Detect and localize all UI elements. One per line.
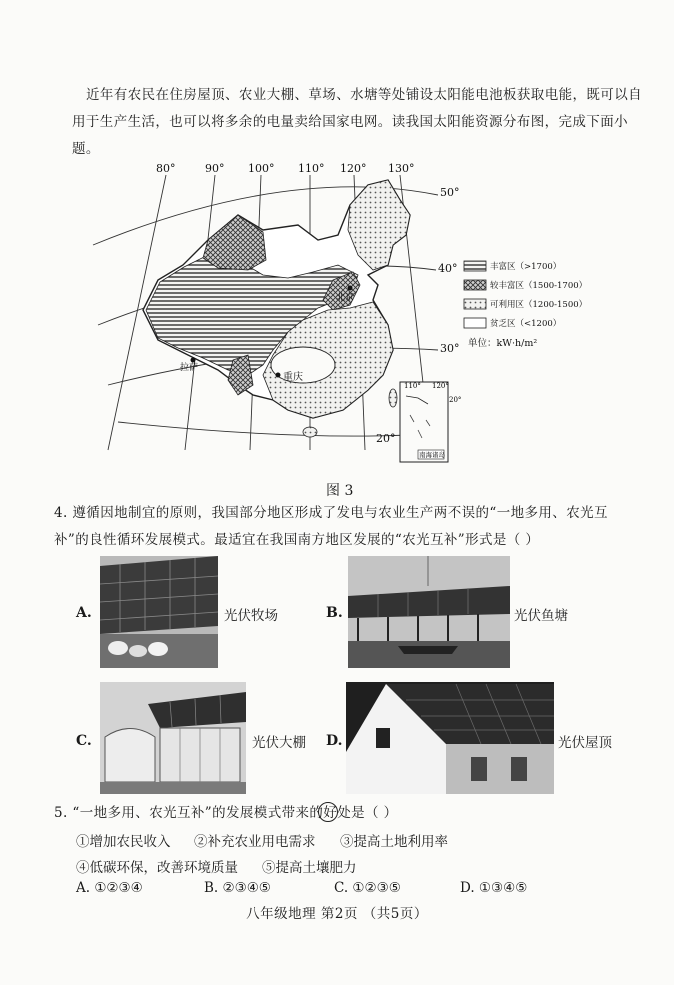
inset-caption: 南海诸岛 bbox=[419, 451, 445, 459]
figure-caption: 图 3 bbox=[326, 483, 354, 499]
map-legend bbox=[464, 261, 587, 349]
city-dot-lhasa bbox=[191, 358, 196, 363]
city-dot-chongqing bbox=[276, 373, 281, 378]
statement-5: ⑤提高土壤肥力 bbox=[262, 860, 357, 876]
statement-2: ②补充农业用电需求 bbox=[194, 834, 316, 850]
city-lhasa: 拉萨 bbox=[180, 363, 199, 373]
option-c-letter: C. bbox=[76, 733, 92, 749]
legend-rich: 较丰富区（1500-1700） bbox=[490, 281, 588, 291]
lon-80: 80° bbox=[156, 162, 176, 175]
legend-abundant: 丰富区（>1700） bbox=[490, 262, 562, 272]
south-sea-inset bbox=[400, 382, 461, 462]
lat-30: 30° bbox=[440, 342, 460, 355]
lat-20: 20° bbox=[376, 432, 396, 445]
option-a-letter: A. bbox=[76, 605, 92, 621]
lon-90: 90° bbox=[205, 162, 225, 175]
inset-lon-110: 110° bbox=[404, 382, 421, 390]
option-d-letter: D. bbox=[326, 733, 343, 749]
solar-pasture-photo bbox=[100, 556, 218, 668]
option-a-label: 光伏牧场 bbox=[224, 608, 278, 624]
statement-3: ③提高土地利用率 bbox=[340, 834, 448, 850]
inset-lon-120: 120° bbox=[432, 382, 449, 390]
region-rich-north bbox=[203, 215, 266, 270]
handwritten-circle-mark bbox=[318, 802, 338, 822]
choice-c: C. ①②③⑤ bbox=[334, 880, 401, 896]
statement-4: ④低碳环保，改善环境质量 bbox=[76, 860, 238, 876]
intro-paragraph: 近年有农民在住房屋顶、农业大棚、草场、水塘等处铺设太阳能电池板获取电能，既可以自用于生产生活，也可以将多余的电量卖给国家电网。读我国太阳能资源分布图，完成下面小题。 bbox=[72, 87, 642, 157]
solar-greenhouse-photo bbox=[100, 682, 246, 794]
choice-b: B. ②③④⑤ bbox=[204, 880, 271, 896]
lon-130: 130° bbox=[388, 162, 415, 175]
question-4-text: 遵循因地制宜的原则，我国部分地区形成了发电与农业生产两不误的“一地多用、农光互补”的良性循环发展模式。最适宜在我国南方地区发展的“农光互补”形式是（ ） bbox=[54, 505, 608, 548]
hainan-island bbox=[303, 427, 317, 437]
inset-lat-20: 20° bbox=[449, 396, 462, 404]
city-dot-beijing bbox=[348, 286, 353, 291]
question-4-number: 4. bbox=[54, 505, 68, 521]
solar-roof-photo bbox=[346, 682, 554, 794]
lat-40: 40° bbox=[438, 262, 458, 275]
option-d-label: 光伏屋顶 bbox=[558, 735, 612, 751]
lon-110: 110° bbox=[298, 162, 325, 175]
legend-poor: 贫乏区（<1200） bbox=[490, 319, 562, 329]
option-b-label: 光伏鱼塘 bbox=[514, 608, 568, 624]
taiwan-island bbox=[389, 389, 397, 407]
city-chongqing: 重庆 bbox=[283, 372, 303, 383]
choice-a: A. ①②③④ bbox=[76, 880, 143, 896]
choice-d: D. ①③④⑤ bbox=[460, 880, 528, 896]
legend-unit: 单位：kW·h/m² bbox=[468, 338, 538, 349]
question-5-number: 5. bbox=[54, 805, 68, 821]
solar-resource-map bbox=[88, 160, 588, 470]
region-poor bbox=[271, 347, 335, 383]
lon-100: 100° bbox=[248, 162, 275, 175]
lon-120: 120° bbox=[340, 162, 367, 175]
option-c-label: 光伏大棚 bbox=[252, 735, 306, 751]
option-b-letter: B. bbox=[326, 605, 343, 621]
city-beijing: 北京 bbox=[336, 293, 355, 303]
question-5-text: “一地多用、农光互补”的发展模式带来的好处是（ ） bbox=[72, 805, 398, 821]
page-footer: 八年级地理 第2页 （共5页） bbox=[246, 906, 428, 922]
statement-1: ①增加农民收入 bbox=[76, 834, 171, 850]
lat-50: 50° bbox=[440, 186, 460, 199]
question-4 bbox=[54, 500, 614, 554]
legend-usable: 可利用区（1200-1500） bbox=[490, 300, 588, 310]
solar-fishpond-photo bbox=[348, 556, 510, 668]
